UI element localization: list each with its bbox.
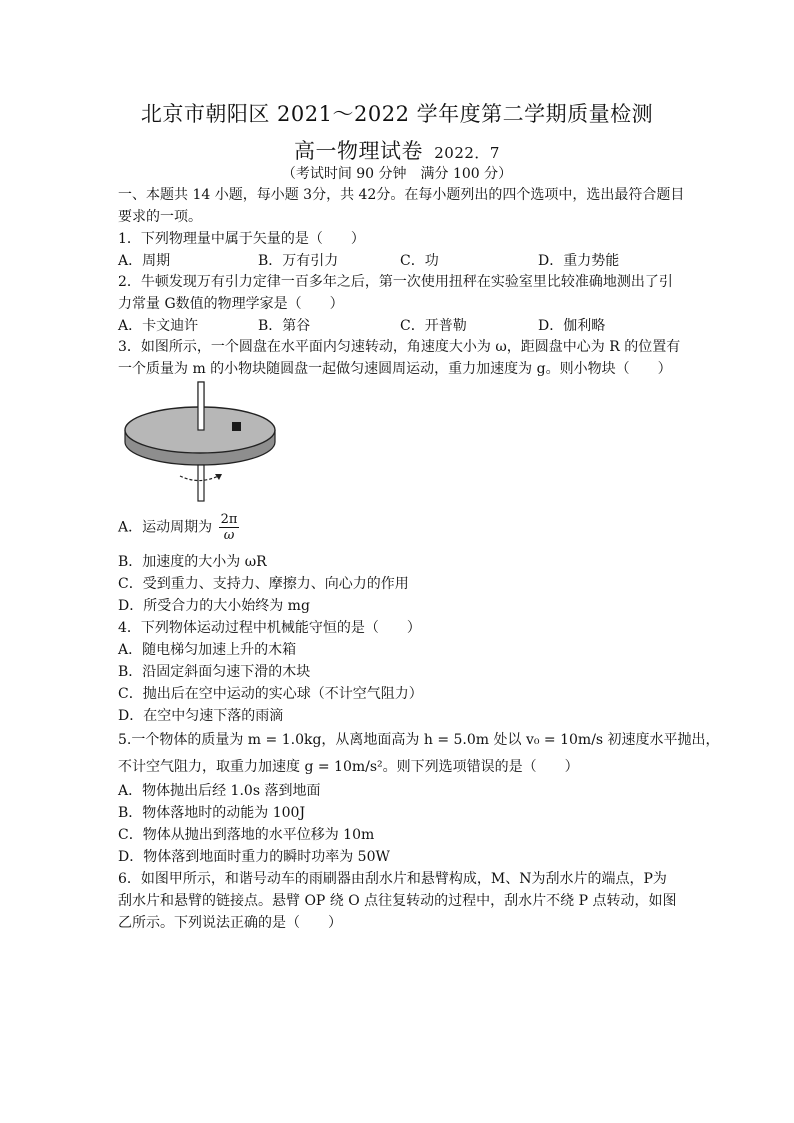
- q6-stem-line3: 乙所示。下列说法正确的是（ ）: [118, 915, 342, 931]
- q3-option-b: B．加速度的大小为 ωR: [118, 554, 267, 570]
- q1-stem: 1．下列物理量中属于矢量的是（ ）: [118, 231, 365, 247]
- q4-option-d: D．在空中匀速下落的雨滴: [118, 708, 284, 724]
- q2-option-c: C．开普勒: [400, 318, 467, 334]
- q3-option-d: D．所受合力的大小始终为 mg: [118, 598, 310, 614]
- q4-option-c: C．抛出后在空中运动的实心球（不计空气阻力）: [118, 686, 423, 702]
- q2-stem-line1: 2．牛顿发现万有引力定律一百多年之后，第一次使用扭秤在实验室里比较准确地测出了引: [118, 274, 673, 290]
- q3-option-c: C．受到重力、支持力、摩擦力、向心力的作用: [118, 576, 409, 592]
- q5-option-a: A．物体抛出后经 1.0s 落到地面: [118, 783, 321, 799]
- exam-subtitle: [0, 135, 794, 165]
- q4-option-a: A．随电梯匀加速上升的木箱: [118, 642, 297, 658]
- q5-option-d: D．物体落到地面时重力的瞬时功率为 50W: [118, 849, 390, 865]
- q2-options: [118, 315, 698, 335]
- q2-stem-line2: 力常量 G数值的物理学家是（ ）: [118, 296, 344, 312]
- q1-option-c: C．功: [400, 253, 439, 269]
- rotating-disk-figure: [120, 380, 280, 505]
- q6-stem-line1: 6．如图甲所示，和谐号动车的雨刷器由刮水片和悬臂构成，M、N为刮水片的端点，P为: [118, 871, 667, 887]
- exam-date: 2022．7: [434, 144, 500, 162]
- q2-option-d: D．伽利略: [538, 318, 606, 334]
- fraction-denominator: ω: [223, 528, 235, 543]
- q3-stem-line2: 一个质量为 m 的小物块随圆盘一起做匀速圆周运动，重力加速度为 g。则小物块（ ）: [118, 361, 672, 377]
- period-fraction: [219, 512, 240, 543]
- q6-stem-line2: 刮水片和悬臂的链接点。悬臂 OP 绕 O 点往复转动的过程中，刮水片不绕 P 点转动，如图: [118, 893, 677, 909]
- q5-option-b: B．物体落地时的动能为 100J: [118, 805, 306, 821]
- q4-option-b: B．沿固定斜面匀速下滑的木块: [118, 664, 311, 680]
- q4-stem: 4．下列物体运动过程中机械能守恒的是（ ）: [118, 620, 421, 636]
- q2-option-a: A．卡文迪许: [118, 318, 199, 334]
- q3-option-a: [118, 512, 688, 543]
- q5-option-c: C．物体从抛出到落地的水平位移为 10m: [118, 827, 375, 843]
- fraction-numerator: 2π: [220, 512, 238, 527]
- q3-option-a-label: A．运动周期为: [118, 519, 213, 536]
- exam-info: （考试时间 90 分钟 满分 100 分）: [281, 166, 513, 182]
- section-instruction-line1: 一、本题共 14 小题，每小题 3分，共 42分。在每小题列出的四个选项中，选出最符合题目: [118, 187, 685, 203]
- subject-title: 高一物理试卷: [294, 139, 424, 163]
- exam-title: 北京市朝阳区 2021～2022 学年度第二学期质量检测: [140, 102, 654, 126]
- q5-stem-line1: 5.一个物体的质量为 m = 1.0kg，从离地面高为 h = 5.0m 处以 v₀ = 10m/s 初速度水平抛出，: [118, 732, 720, 748]
- q1-option-b: B．万有引力: [258, 253, 339, 269]
- q1-options: [118, 250, 698, 270]
- q1-option-d: D．重力势能: [538, 253, 620, 269]
- q2-option-b: B．第谷: [258, 318, 311, 334]
- section-instruction-line2: 要求的一项。: [118, 209, 202, 225]
- q3-stem-line1: 3．如图所示，一个圆盘在水平面内匀速转动，角速度大小为 ω，距圆盘中心为 R 的位置有: [118, 339, 681, 355]
- q5-stem-line2: 不计空气阻力，取重力加速度 g = 10m/s²。则下列选项错误的是（ ）: [118, 759, 579, 775]
- q1-option-a: A．周期: [118, 253, 171, 269]
